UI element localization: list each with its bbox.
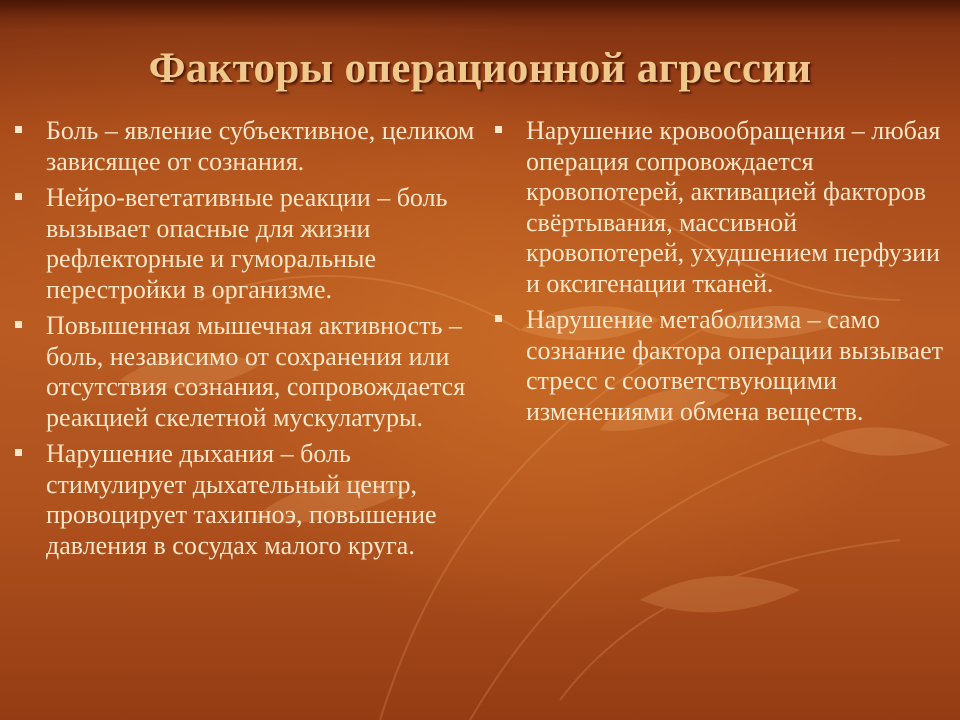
list-item — [12, 439, 482, 561]
list-item-text: Нарушение кровообращения – любая операция сопровождается кровопотерей, активацией факторов свёртывания, массивной кровопотерей, ухудшением перфузии и оксигенации тканей. — [526, 116, 941, 298]
square-bullet-icon — [15, 321, 22, 328]
right-column — [492, 116, 947, 433]
list-item — [12, 116, 482, 177]
slide-title: Факторы операционной агрессии — [148, 45, 812, 92]
list-item — [12, 183, 482, 305]
list-item — [12, 311, 482, 433]
list-item-text: Нарушение дыхания – боль стимулирует дыхательный центр, провоцирует тахипноэ, повышение давления в сосудах малого круга. — [46, 439, 437, 560]
list-item — [492, 116, 947, 299]
square-bullet-icon — [15, 449, 22, 456]
list-item — [492, 305, 947, 427]
list-item-text: Боль – явление субъективное, целиком зависящее от сознания. — [46, 116, 475, 176]
square-bullet-icon — [495, 315, 502, 322]
list-item-text: Нейро-вегетативные реакции – боль вызывает опасные для жизни рефлекторные и гуморальные перестройки в организме. — [46, 183, 448, 304]
list-item-text: Нарушение метаболизма – само сознание фактора операции вызывает стресс с соответствующими изменениями обмена веществ. — [526, 305, 943, 426]
square-bullet-icon — [15, 126, 22, 133]
square-bullet-icon — [495, 126, 502, 133]
left-column — [12, 116, 482, 567]
square-bullet-icon — [15, 193, 22, 200]
right-bullet-list — [492, 116, 947, 427]
left-bullet-list — [12, 116, 482, 561]
list-item-text: Повышенная мышечная активность – боль, независимо от сохранения или отсутствия сознания, сопровождается реакцией скелетной мускулатуры. — [46, 311, 466, 432]
